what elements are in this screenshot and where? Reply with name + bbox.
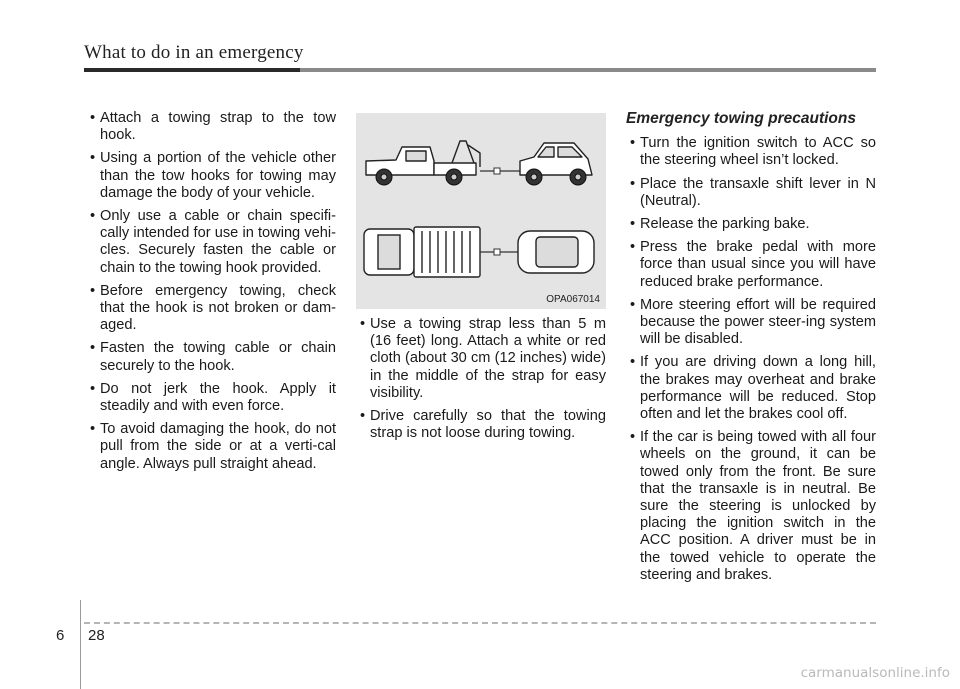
- column-right: [626, 110, 876, 590]
- bullet-list: [626, 135, 876, 584]
- bullet-list: [356, 316, 606, 442]
- list-item: • To avoid damaging the hook, do not pull from the side or at a verti-cal angle. Always pull straight ahead.: [86, 421, 336, 473]
- figure-code: OPA067014: [546, 294, 600, 305]
- list-item: • If the car is being towed with all four wheels on the ground, it can be towed only from the front. Be sure that the transaxle is in neutral. Be sure the steering is unlocked by placing the ignition switch in the ACC position. A driver must be in the towed vehicle to operate the steering and brakes.: [626, 429, 876, 584]
- list-item: • Drive carefully so that the towing strap is not loose during towing.: [356, 408, 606, 442]
- list-item: • Turn the ignition switch to ACC so the steering wheel isn’t locked.: [626, 135, 876, 169]
- watermark-text: carmanualsonline.info: [800, 665, 950, 681]
- bullet-list: [86, 110, 336, 473]
- page-title: What to do in an emergency: [84, 42, 304, 63]
- list-item: • If you are driving down a long hill, the brakes may overheat and brake performance will be reduced. Stop often and let the brakes cool off.: [626, 354, 876, 423]
- list-item: • Using a portion of the vehicle other than the tow hooks for towing may damage the body of your vehicle.: [86, 150, 336, 202]
- list-item: • Attach a towing strap to the tow hook.: [86, 110, 336, 144]
- list-item: • More steering effort will be required because the power steer-ing system will be disabled.: [626, 297, 876, 349]
- list-item: • Do not jerk the hook. Apply it steadily and with even force.: [86, 381, 336, 415]
- list-item: • Fasten the towing cable or chain securely to the hook.: [86, 340, 336, 374]
- list-item: • Press the brake pedal with more force than usual since you will have reduced brake performance.: [626, 239, 876, 291]
- footer-rule: [84, 622, 876, 624]
- header-rule-accent: [84, 68, 300, 72]
- footer-divider: [80, 600, 81, 689]
- chapter-number: 6: [56, 627, 65, 644]
- list-item: • Use a towing strap less than 5 m (16 feet) long. Attach a white or red cloth (about 30 cm (12 inches) wide) in the middle of the strap for easy visibility.: [356, 316, 606, 402]
- towing-illustration: [356, 113, 606, 309]
- column-middle: [356, 316, 606, 448]
- list-item: • Release the parking bake.: [626, 216, 876, 233]
- tow-truck-diagram-icon: [356, 113, 606, 309]
- column-left: [86, 110, 336, 479]
- list-item: • Place the transaxle shift lever in N (Neutral).: [626, 176, 876, 210]
- list-item: • Only use a cable or chain specifi-cally intended for use in towing vehi-cles. Securely fasten the cable or chain to the towing hook provided.: [86, 208, 336, 277]
- section-heading: Emergency towing precautions: [626, 110, 856, 127]
- list-item: • Before emergency towing, check that the hook is not broken or dam-aged.: [86, 283, 336, 335]
- page-number: 28: [88, 627, 105, 644]
